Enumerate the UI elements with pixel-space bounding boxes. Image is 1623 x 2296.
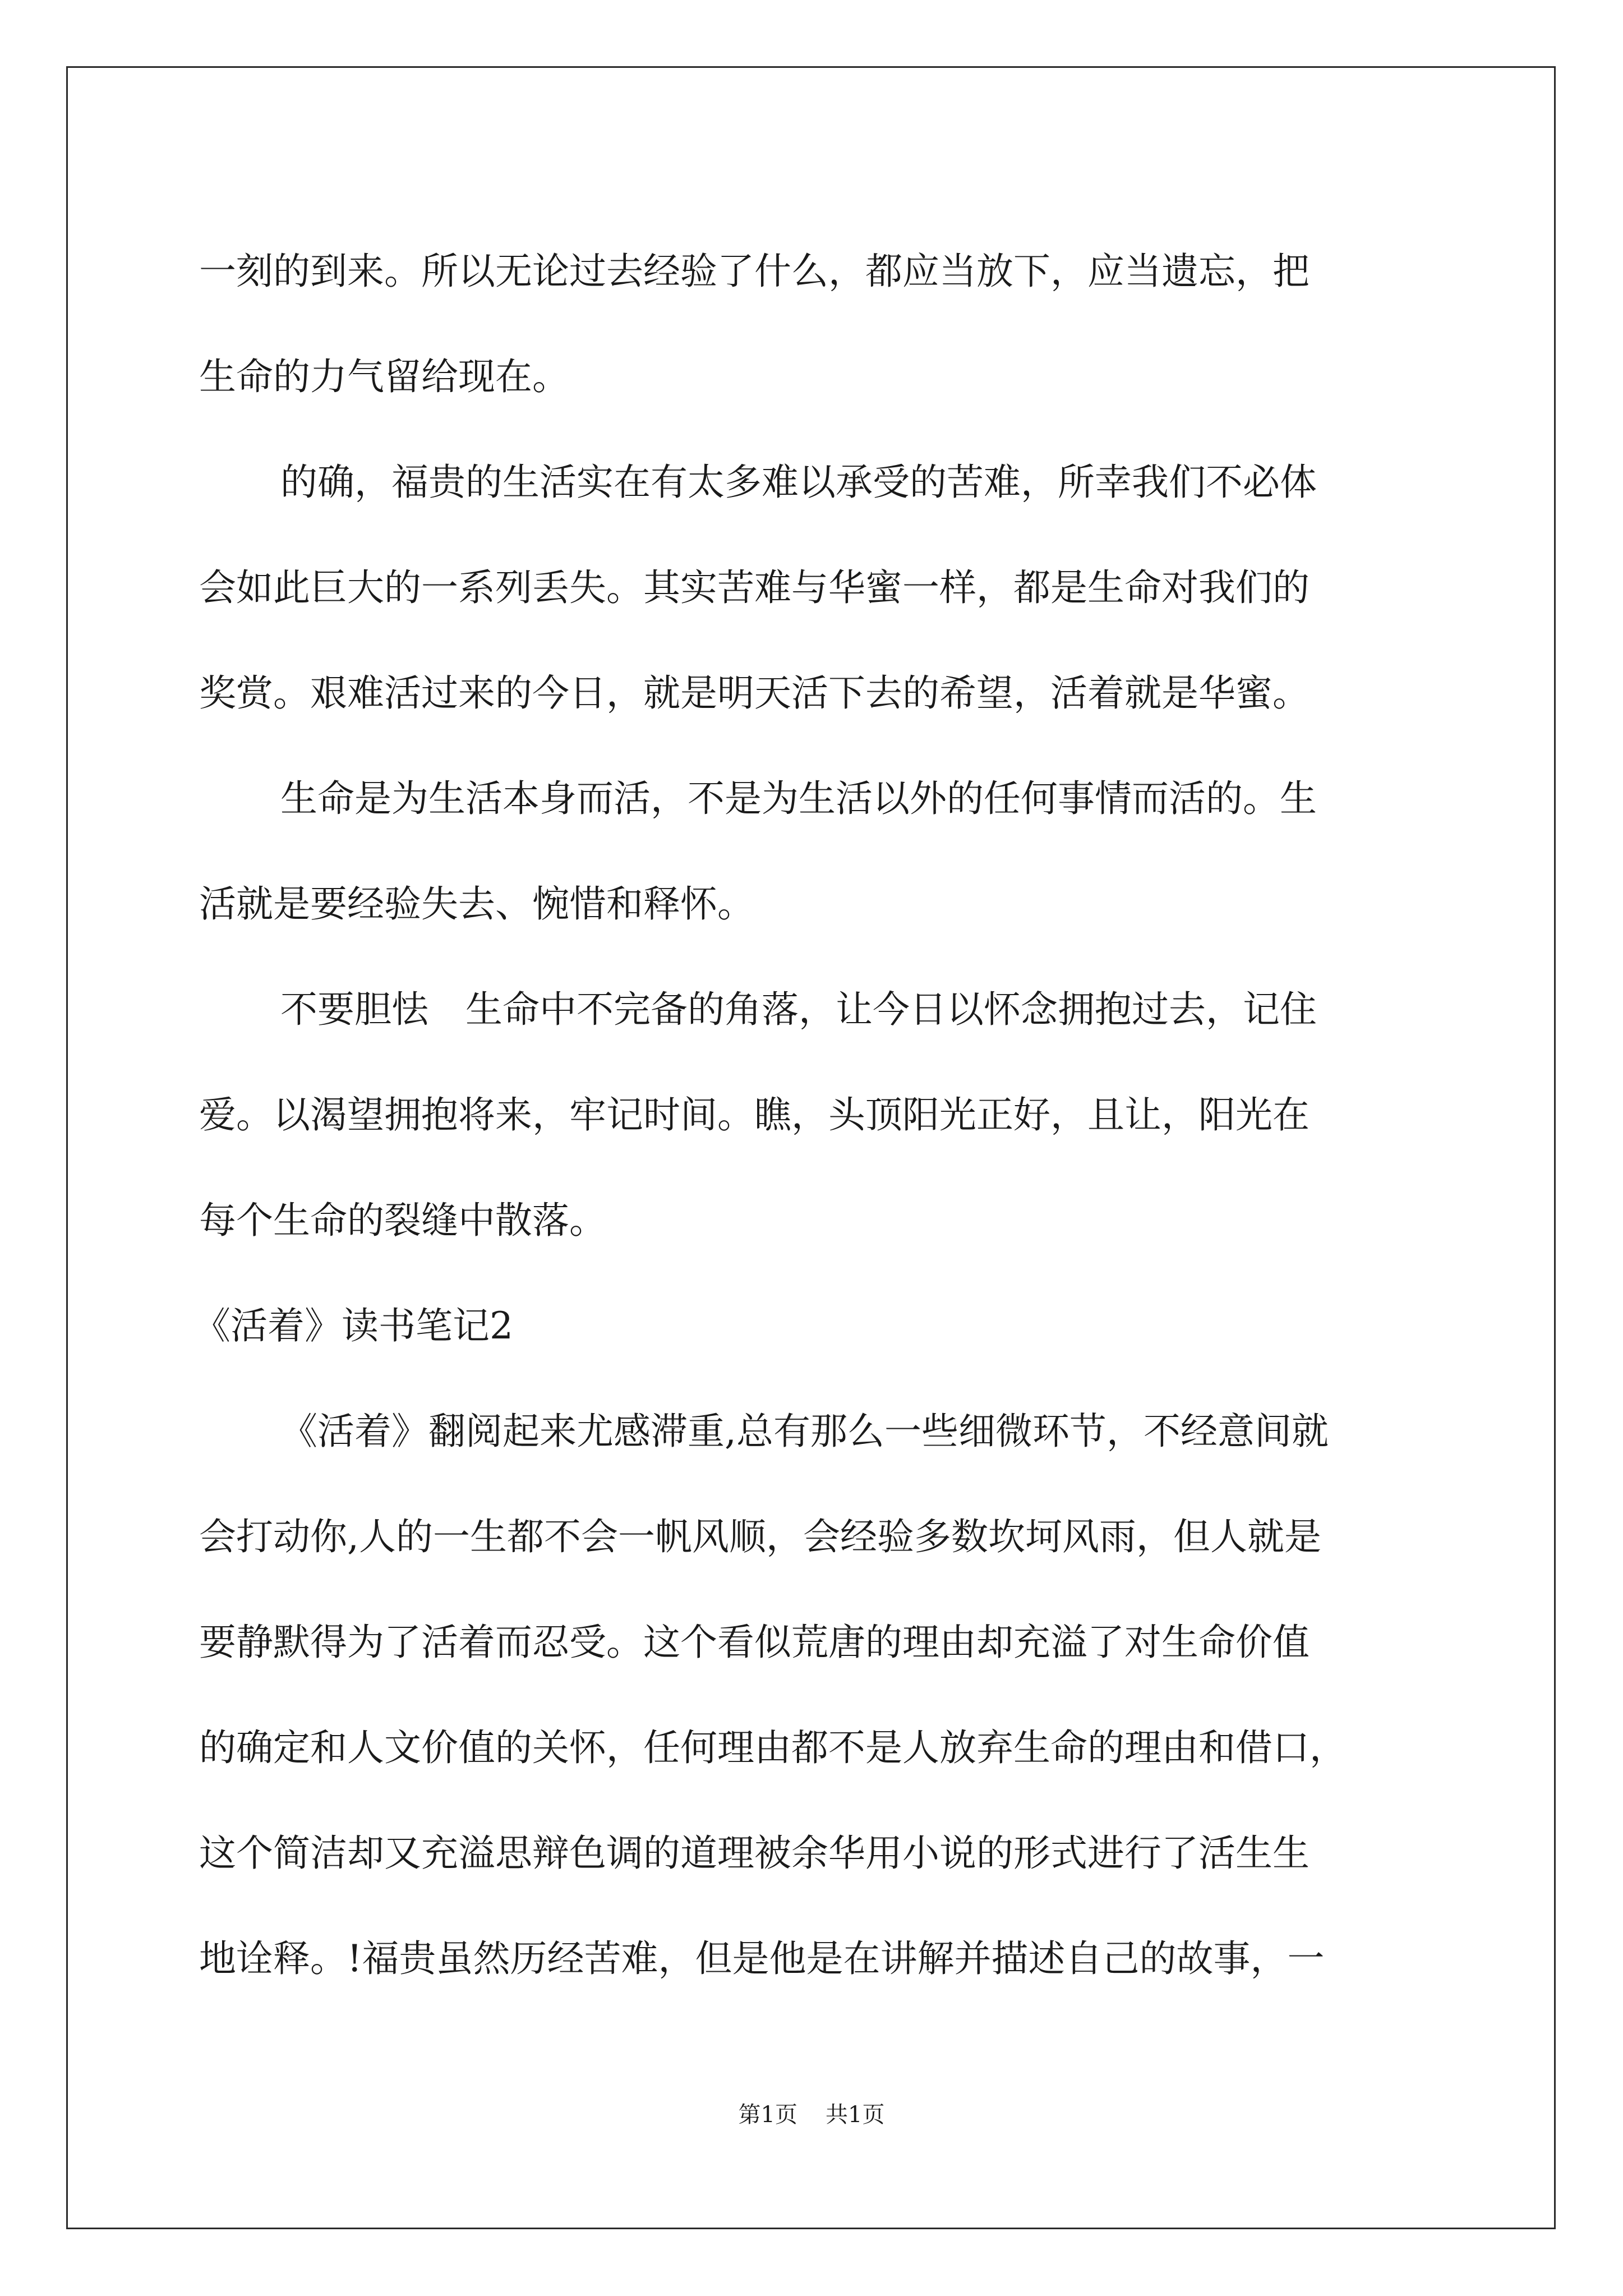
page-total: 共1页 xyxy=(826,2102,885,2128)
page-footer xyxy=(0,2101,1623,2129)
section-heading: 《活着》读书笔记2 xyxy=(193,1304,513,1347)
body-line: 奖赏。艰难活过来的今日，就是明天活下去的希望，活着就是华蜜。 xyxy=(199,671,1310,715)
body-line: 爱。以渴望拥抱将来，牢记时间。瞧，头顶阳光正好，且让，阳光在 xyxy=(199,1093,1310,1137)
body-line: 会如此巨大的一系列丢失。其实苦难与华蜜一样，都是生命对我们的 xyxy=(199,566,1310,609)
body-line: 会打动你,人的一生都不会一帆风顺，会经验多数坎坷风雨，但人就是 xyxy=(199,1515,1321,1558)
body-line: 地诠释。!福贵虽然历经苦难，但是他是在讲解并描述自己的故事，一 xyxy=(199,1937,1325,1980)
body-line: 活就是要经验失去、惋惜和释怀。 xyxy=(199,882,754,926)
body-line: 的确，福贵的生活实在有太多难以承受的苦难，所幸我们不必体 xyxy=(280,461,1317,504)
body-line: 不要胆怯 生命中不完备的角落，让今日以怀念拥抱过去，记住 xyxy=(280,988,1317,1031)
page-number: 第1页 xyxy=(738,2102,797,2128)
body-line: 《活着》翻阅起来尤感滞重,总有那么一些细微环节，不经意间就 xyxy=(280,1410,1329,1453)
body-line: 这个简洁却又充溢思辩色调的道理被余华用小说的形式进行了活生生 xyxy=(199,1832,1310,1875)
body-line: 的确定和人文价值的关怀，任何理由都不是人放弃生命的理由和借口， xyxy=(199,1726,1347,1769)
body-line: 生命是为生活本身而活，不是为生活以外的任何事情而活的。生 xyxy=(280,777,1317,820)
body-line: 要静默得为了活着而忍受。这个看似荒唐的理由却充溢了对生命价值 xyxy=(199,1621,1310,1664)
body-line: 一刻的到来。所以无论过去经验了什么，都应当放下，应当遗忘，把 xyxy=(199,250,1310,293)
body-line: 每个生命的裂缝中散落。 xyxy=(199,1199,606,1242)
body-line: 生命的力气留给现在。 xyxy=(199,355,569,398)
document-body xyxy=(193,219,1433,2012)
